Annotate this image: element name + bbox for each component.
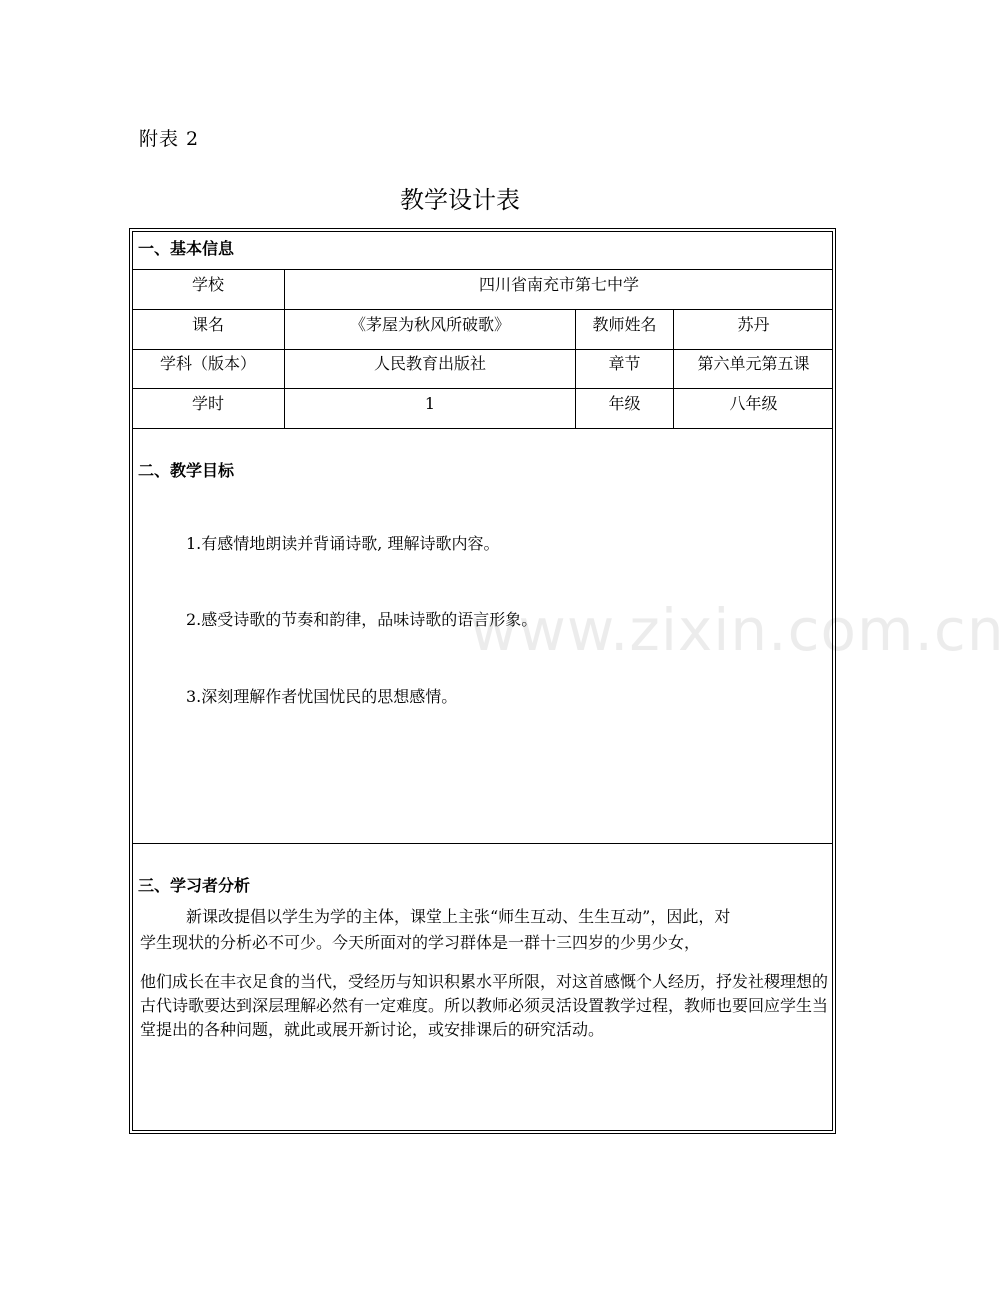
chapter-value: 第六单元第五课	[697, 354, 810, 373]
watermark: www.zixin.com.cn	[470, 596, 1005, 664]
subject-label: 学科（版本）	[159, 354, 256, 373]
teacher-label: 教师姓名	[592, 315, 657, 334]
subject-value: 人民教育出版社	[373, 354, 486, 373]
section-learner-analysis-heading: 三、学习者分析	[138, 876, 251, 895]
chapter-label: 章节	[608, 354, 641, 373]
hours-label: 学时	[191, 394, 224, 413]
goal-item: 2.感受诗歌的节奏和韵律，品味诗歌的语言形象。	[186, 610, 538, 629]
section-divider	[132, 843, 833, 844]
course-label: 课名	[191, 315, 224, 334]
page-title: 教学设计表	[400, 186, 520, 214]
course-value: 《茅屋为秋风所破歌》	[349, 315, 510, 334]
analysis-paragraph-line: 新课改提倡以学生为学的主体，课堂上主张“师生互动、生生互动”，因此，对	[186, 907, 731, 926]
grade-label: 年级	[608, 394, 641, 413]
section-basic-info-heading: 一、基本信息	[138, 239, 235, 258]
hours-value: 1	[424, 394, 436, 413]
school-label: 学校	[191, 275, 224, 294]
section-goals-heading: 二、教学目标	[138, 461, 235, 480]
goal-item: 3.深刻理解作者忧国忧民的思想感情。	[186, 687, 458, 706]
analysis-paragraph: 他们成长在丰衣足食的当代，受经历与知识积累水平所限，对这首感慨个人经历，抒发社稷理想的古代诗歌要达到深层理解必然有一定难度。所以教师必须灵活设置教学过程，教师也要回应学生当堂提出的各种问题，就此或展开新讨论，或安排课后的研究活动。	[140, 972, 829, 1039]
row-divider	[132, 428, 833, 429]
grade-value: 八年级	[729, 394, 778, 413]
analysis-paragraph-line: 学生现状的分析必不可少。今天所面对的学习群体是一群十三四岁的少男少女，	[140, 933, 701, 952]
teacher-value: 苏丹	[737, 315, 770, 334]
school-value: 四川省南充市第七中学	[478, 275, 639, 294]
appendix-label: 附表 2	[139, 128, 200, 150]
goal-item: 1.有感情地朗读并背诵诗歌, 理解诗歌内容。	[186, 534, 500, 553]
